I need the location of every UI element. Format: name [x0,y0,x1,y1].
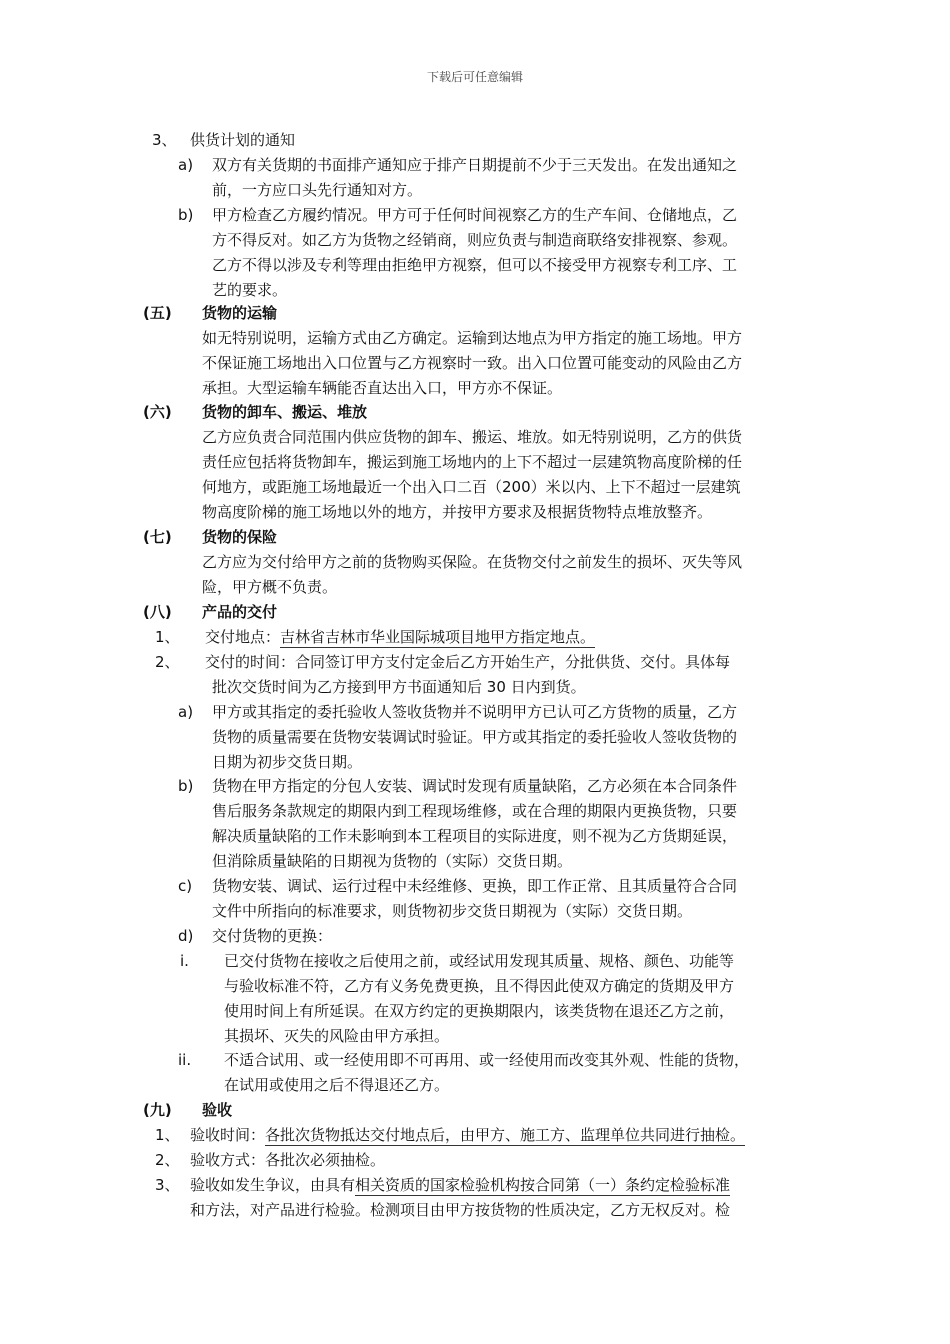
text-line [190,1173,730,1198]
item-9-1-number: 1、 [155,1126,180,1144]
text-line: 日期为初步交货日期。 [212,753,363,771]
item-3b-text [212,203,737,303]
section-3-number: 3、 [152,131,177,149]
text-line: 甲方或其指定的委托验收人签收货物并不说明甲方已认可乙方货物的质量，乙方 [212,703,738,721]
text-line: 何地方，或距施工场地最近一个出入口二百（200）米以内、上下不超过一层建筑 [202,478,741,496]
text-line: 交付货物的更换： [212,927,333,945]
section-9-title: 验收 [202,1101,233,1119]
item-8ii-marker: ii. [178,1051,192,1069]
item-8b-text [212,774,737,874]
section-7-number: (七) [143,528,172,546]
item-8-1-text [205,625,595,650]
item-3b-marker: b) [178,206,194,224]
section-6-body [202,425,742,525]
text-line: 解决质量缺陷的工作未影响到本工程项目的实际进度，则不视为乙方货期延误， [212,827,738,845]
text-line: 艺的要求。 [212,281,288,299]
text-line: 验收方式：各批次必须抽检。 [190,1151,386,1169]
text-line: 方不得反对。如乙方为货物之经销商，则应负责与制造商联络安排视察、参观。 [212,231,738,249]
item-8c-marker: c) [178,877,193,895]
item-8i-marker: i. [180,952,189,970]
text-line: 但消除质量缺陷的日期视为货物的（实际）交货日期。 [212,852,573,870]
text-line: 货物在甲方指定的分包人安装、调试时发现有质量缺陷，乙方必须在本合同条件 [212,777,738,795]
text-line: 险，甲方概不负责。 [202,578,338,596]
text-segment: 验收如发生争议，由具有 [190,1176,356,1194]
delivery-place-value: 吉林省吉林市华业国际城项目地甲方指定地点。 [280,628,596,646]
item-9-3-text [190,1173,730,1223]
item-9-2-text [190,1148,385,1173]
section-5-number: (五) [143,304,172,322]
text-line: 双方有关货期的书面排产通知应于排产日期提前不少于三天发出。在发出通知之 [212,156,738,174]
item-8ii-text [224,1048,749,1098]
item-3a-marker: a) [178,156,194,174]
text-line: 已交付货物在接收之后使用之前，或经试用发现其质量、规格、颜色、功能等 [224,952,735,970]
section-7-title: 货物的保险 [202,528,278,546]
section-3-title: 供货计划的通知 [190,131,296,149]
item-3a-text [212,153,737,203]
section-9-number: (九) [143,1101,172,1119]
text-line: 乙方应为交付给甲方之前的货物购买保险。在货物交付之前发生的损坏、灭失等风 [202,553,743,571]
section-8-title: 产品的交付 [202,603,278,621]
text-line: 前，一方应口头先行通知对方。 [212,181,423,199]
item-9-3-number: 3、 [155,1176,180,1194]
text-line: 在试用或使用之后不得退还乙方。 [224,1076,450,1094]
inspection-time-label: 验收时间： [190,1126,266,1144]
text-line: 乙方不得以涉及专利等理由拒绝甲方视察，但可以不接受甲方视察专利工序、工 [212,256,738,274]
text-line: 货物安装、调试、运行过程中未经维修、更换，即工作正常、且其质量符合合同 [212,877,738,895]
item-8-1-number: 1、 [155,628,180,646]
text-line: 其损坏、灭失的风险由甲方承担。 [224,1027,450,1045]
section-6-title: 货物的卸车、搬运、堆放 [202,403,368,421]
section-7-body [202,550,742,600]
text-line: 甲方检查乙方履约情况。甲方可于任何时间视察乙方的生产车间、仓储地点，乙 [212,206,738,224]
text-line: 承担。大型运输车辆能否直达出入口，甲方亦不保证。 [202,379,563,397]
text-line: 不保证施工场地出入口位置与乙方视察时一致。出入口位置可能变动的风险由乙方 [202,354,743,372]
item-8c-text [212,874,737,924]
section-5-title: 货物的运输 [202,304,278,322]
text-line: 责任应包括将货物卸车，搬运到施工场地内的上下不超过一层建筑物高度阶梯的任 [202,453,743,471]
text-line: 和方法，对产品进行检验。检测项目由甲方按货物的性质决定，乙方无权反对。检 [190,1201,731,1219]
text-line: 乙方应负责合同范围内供应货物的卸车、搬运、堆放。如无特别说明，乙方的供货 [202,428,743,446]
section-8-number: (八) [143,603,172,621]
text-line: 使用时间上有所延误。在双方约定的更换期限内，该类货物在退还乙方之前， [224,1002,735,1020]
item-8d-text [212,924,332,949]
text-line: 文件中所指向的标准要求，则货物初步交货日期视为（实际）交货日期。 [212,902,693,920]
item-8i-text [224,949,734,1049]
item-8b-marker: b) [178,777,194,795]
delivery-place-label: 交付地点： [205,628,281,646]
inspection-time-value: 各批次货物抵达交付地点后，由甲方、施工方、监理单位共同进行抽检。 [265,1126,746,1144]
underlined-segment: 相关资质的国家检验机构按合同第（一）条约定检验标准 [355,1176,731,1194]
text-line: 售后服务条款规定的期限内到工程现场维修，或在合理的期限内更换货物，只要 [212,802,738,820]
text-line: 如无特别说明，运输方式由乙方确定。运输到达地点为甲方指定的施工场地。甲方 [202,329,743,347]
item-8a-marker: a) [178,703,194,721]
text-line: 货物的质量需要在货物安装调试时验证。甲方或其指定的委托验收人签收货物的 [212,728,738,746]
item-9-1-text [190,1123,745,1148]
item-8-2-text [205,650,730,700]
section-5-body [202,326,742,401]
item-8a-text [212,700,737,775]
page-header: 下载后可任意编辑 [426,70,523,84]
text-line: 批次交货时间为乙方接到甲方书面通知后 30 日内到货。 [212,678,586,696]
item-8-2-number: 2、 [155,653,180,671]
item-8d-marker: d) [178,927,194,945]
text-line: 交付的时间：合同签订甲方支付定金后乙方开始生产，分批供货、交付。具体每 [205,653,731,671]
text-line: 与验收标准不符，乙方有义务免费更换，且不得因此使双方确定的货期及甲方 [224,977,735,995]
item-9-2-number: 2、 [155,1151,180,1169]
text-line: 物高度阶梯的施工场地以外的地方，并按甲方要求及根据货物特点堆放整齐。 [202,503,713,521]
section-6-number: (六) [143,403,172,421]
text-line: 不适合试用、或一经使用即不可再用、或一经使用而改变其外观、性能的货物， [224,1051,750,1069]
